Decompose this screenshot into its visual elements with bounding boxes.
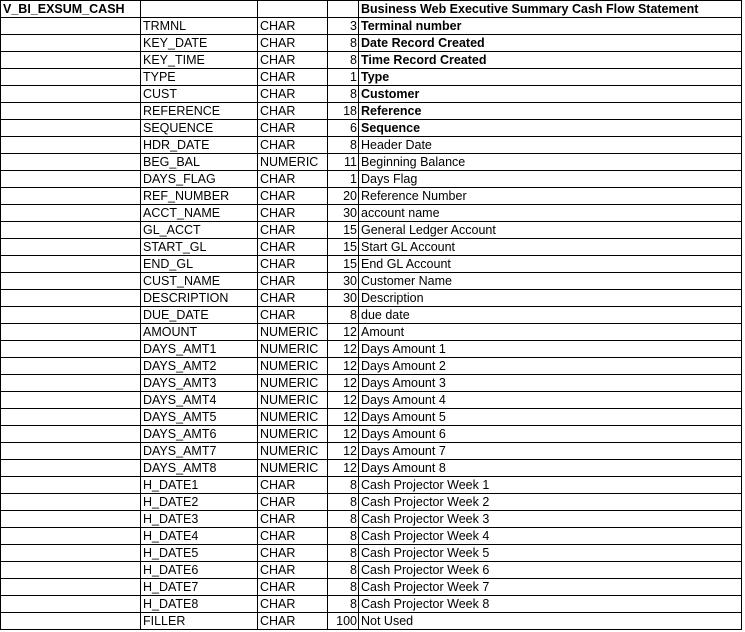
field-description-cell[interactable]: Days Amount 8 [359,460,742,477]
empty-cell[interactable] [141,1,258,18]
field-name-cell[interactable]: H_DATE7 [141,579,258,596]
field-type-cell[interactable]: CHAR [258,205,328,222]
view-column-cell[interactable] [1,222,141,239]
view-column-cell[interactable] [1,392,141,409]
view-column-cell[interactable] [1,154,141,171]
field-type-cell[interactable]: CHAR [258,562,328,579]
field-description-cell[interactable]: Days Amount 3 [359,375,742,392]
field-row [1,494,742,511]
view-column-cell[interactable] [1,52,141,69]
field-row [1,205,742,222]
field-type-cell[interactable]: CHAR [258,18,328,35]
field-name-cell[interactable]: CUST_NAME [141,273,258,290]
field-type-cell[interactable]: NUMERIC [258,358,328,375]
field-length-cell[interactable]: 6 [328,120,359,137]
field-type-cell[interactable]: CHAR [258,171,328,188]
field-description-cell[interactable]: Days Amount 5 [359,409,742,426]
field-row [1,137,742,154]
field-description-cell[interactable]: Time Record Created [359,52,742,69]
view-column-cell[interactable] [1,460,141,477]
view-column-cell[interactable] [1,324,141,341]
field-type-cell[interactable]: CHAR [258,528,328,545]
field-type-cell[interactable]: CHAR [258,69,328,86]
field-row [1,273,742,290]
field-description-cell[interactable]: Customer [359,86,742,103]
field-type-cell[interactable]: CHAR [258,579,328,596]
field-length-cell[interactable]: 8 [328,137,359,154]
view-column-cell[interactable] [1,528,141,545]
field-row [1,69,742,86]
field-name-cell[interactable]: H_DATE1 [141,477,258,494]
view-column-cell[interactable] [1,18,141,35]
field-row [1,324,742,341]
field-name-cell[interactable]: DAYS_AMT6 [141,426,258,443]
field-name-cell[interactable]: END_GL [141,256,258,273]
field-name-cell[interactable]: DAYS_AMT4 [141,392,258,409]
field-description-cell[interactable]: Days Amount 1 [359,341,742,358]
field-row [1,103,742,120]
field-description-cell[interactable]: Cash Projector Week 1 [359,477,742,494]
field-description-cell[interactable]: Days Amount 4 [359,392,742,409]
field-description-cell[interactable]: Cash Projector Week 7 [359,579,742,596]
field-row [1,562,742,579]
field-row [1,256,742,273]
field-type-cell[interactable]: NUMERIC [258,426,328,443]
field-name-cell[interactable]: TYPE [141,69,258,86]
field-length-cell[interactable]: 8 [328,35,359,52]
view-column-cell[interactable] [1,35,141,52]
view-column-cell[interactable] [1,494,141,511]
view-name-cell[interactable]: V_BI_EXSUM_CASH [1,1,141,18]
field-name-cell[interactable]: DAYS_FLAG [141,171,258,188]
field-length-cell[interactable]: 12 [328,443,359,460]
view-column-cell[interactable] [1,256,141,273]
field-description-cell[interactable]: Reference [359,103,742,120]
field-row [1,341,742,358]
field-description-cell[interactable]: due date [359,307,742,324]
field-name-cell[interactable]: H_DATE8 [141,596,258,613]
field-row [1,35,742,52]
field-name-cell[interactable]: DAYS_AMT5 [141,409,258,426]
field-length-cell[interactable]: 8 [328,528,359,545]
field-length-cell[interactable]: 15 [328,256,359,273]
field-name-cell[interactable]: H_DATE2 [141,494,258,511]
field-type-cell[interactable]: NUMERIC [258,375,328,392]
field-length-cell[interactable]: 8 [328,494,359,511]
view-column-cell[interactable] [1,477,141,494]
field-type-cell[interactable]: NUMERIC [258,460,328,477]
view-column-cell[interactable] [1,579,141,596]
field-name-cell[interactable]: TRMNL [141,18,258,35]
field-type-cell[interactable]: NUMERIC [258,443,328,460]
field-description-cell[interactable]: Days Amount 7 [359,443,742,460]
field-type-cell[interactable]: CHAR [258,477,328,494]
view-column-cell[interactable] [1,120,141,137]
field-length-cell[interactable]: 3 [328,18,359,35]
field-type-cell[interactable]: CHAR [258,103,328,120]
field-length-cell[interactable]: 12 [328,341,359,358]
field-row [1,511,742,528]
empty-cell[interactable] [328,1,359,18]
field-length-cell[interactable]: 12 [328,324,359,341]
field-description-cell[interactable]: Sequence [359,120,742,137]
view-column-cell[interactable] [1,562,141,579]
view-column-cell[interactable] [1,545,141,562]
field-description-cell[interactable]: Date Record Created [359,35,742,52]
field-type-cell[interactable]: CHAR [258,596,328,613]
view-column-cell[interactable] [1,103,141,120]
field-type-cell[interactable]: CHAR [258,222,328,239]
field-length-cell[interactable]: 12 [328,392,359,409]
field-name-cell[interactable]: H_DATE4 [141,528,258,545]
field-length-cell[interactable]: 30 [328,205,359,222]
field-length-cell[interactable]: 15 [328,239,359,256]
field-name-cell[interactable]: DAYS_AMT2 [141,358,258,375]
field-description-cell[interactable]: Cash Projector Week 2 [359,494,742,511]
view-column-cell[interactable] [1,171,141,188]
field-row [1,222,742,239]
view-column-cell[interactable] [1,307,141,324]
field-name-cell[interactable]: CUST [141,86,258,103]
field-row [1,52,742,69]
field-description-cell[interactable]: Amount [359,324,742,341]
field-length-cell[interactable]: 11 [328,154,359,171]
field-row [1,426,742,443]
field-description-cell[interactable]: account name [359,205,742,222]
field-name-cell[interactable]: REF_NUMBER [141,188,258,205]
field-name-cell[interactable]: HDR_DATE [141,137,258,154]
field-length-cell[interactable]: 12 [328,460,359,477]
view-column-cell[interactable] [1,511,141,528]
field-type-cell[interactable]: CHAR [258,188,328,205]
field-row [1,596,742,613]
field-length-cell[interactable]: 8 [328,307,359,324]
field-name-cell[interactable]: DAYS_AMT7 [141,443,258,460]
field-length-cell[interactable]: 8 [328,545,359,562]
view-column-cell[interactable] [1,375,141,392]
field-length-cell[interactable]: 1 [328,171,359,188]
field-description-cell[interactable]: Days Amount 2 [359,358,742,375]
field-type-cell[interactable]: CHAR [258,120,328,137]
field-row [1,409,742,426]
view-title-cell[interactable]: Business Web Executive Summary Cash Flow Statement [359,1,742,18]
field-name-cell[interactable]: FILLER [141,613,258,630]
field-row [1,375,742,392]
field-length-cell[interactable]: 8 [328,477,359,494]
field-description-cell[interactable]: Cash Projector Week 3 [359,511,742,528]
field-name-cell[interactable]: BEG_BAL [141,154,258,171]
field-row [1,443,742,460]
field-length-cell[interactable]: 8 [328,562,359,579]
view-column-cell[interactable] [1,596,141,613]
field-length-cell[interactable]: 30 [328,290,359,307]
field-type-cell[interactable]: CHAR [258,86,328,103]
field-description-cell[interactable]: Header Date [359,137,742,154]
field-length-cell[interactable]: 18 [328,103,359,120]
view-column-cell[interactable] [1,426,141,443]
field-type-cell[interactable]: CHAR [258,137,328,154]
view-column-cell[interactable] [1,341,141,358]
field-name-cell[interactable]: GL_ACCT [141,222,258,239]
field-description-cell[interactable]: Days Flag [359,171,742,188]
field-row [1,477,742,494]
field-name-cell[interactable]: SEQUENCE [141,120,258,137]
field-length-cell[interactable]: 8 [328,511,359,528]
field-name-cell[interactable]: DAYS_AMT3 [141,375,258,392]
field-description-cell[interactable]: Cash Projector Week 8 [359,596,742,613]
field-description-cell[interactable]: Cash Projector Week 4 [359,528,742,545]
view-column-cell[interactable] [1,443,141,460]
field-length-cell[interactable]: 12 [328,375,359,392]
field-name-cell[interactable]: H_DATE6 [141,562,258,579]
field-row [1,120,742,137]
field-name-cell[interactable]: START_GL [141,239,258,256]
field-length-cell[interactable]: 8 [328,596,359,613]
view-column-cell[interactable] [1,205,141,222]
view-column-cell[interactable] [1,273,141,290]
field-row [1,290,742,307]
view-column-cell[interactable] [1,239,141,256]
field-description-cell[interactable]: Beginning Balance [359,154,742,171]
view-column-cell[interactable] [1,409,141,426]
field-name-cell[interactable]: REFERENCE [141,103,258,120]
view-column-cell[interactable] [1,137,141,154]
field-length-cell[interactable]: 30 [328,273,359,290]
table-body [1,1,742,630]
view-column-cell[interactable] [1,188,141,205]
field-type-cell[interactable]: CHAR [258,307,328,324]
field-type-cell[interactable]: NUMERIC [258,392,328,409]
field-row [1,358,742,375]
view-column-cell[interactable] [1,613,141,630]
field-row [1,392,742,409]
field-name-cell[interactable]: AMOUNT [141,324,258,341]
field-length-cell[interactable]: 15 [328,222,359,239]
field-type-cell[interactable]: CHAR [258,52,328,69]
field-length-cell[interactable]: 8 [328,86,359,103]
field-row [1,528,742,545]
field-row [1,613,742,630]
field-description-cell[interactable]: Days Amount 6 [359,426,742,443]
field-type-cell[interactable]: CHAR [258,494,328,511]
field-type-cell[interactable]: NUMERIC [258,341,328,358]
field-type-cell[interactable]: CHAR [258,545,328,562]
field-description-cell[interactable]: Terminal number [359,18,742,35]
field-length-cell[interactable]: 12 [328,426,359,443]
field-type-cell[interactable]: NUMERIC [258,324,328,341]
field-row [1,171,742,188]
field-type-cell[interactable]: CHAR [258,511,328,528]
field-row [1,154,742,171]
field-type-cell[interactable]: CHAR [258,239,328,256]
field-description-cell[interactable]: Type [359,69,742,86]
field-name-cell[interactable]: KEY_TIME [141,52,258,69]
field-row [1,188,742,205]
field-type-cell[interactable]: NUMERIC [258,409,328,426]
title-row [1,1,742,18]
field-type-cell[interactable]: CHAR [258,290,328,307]
field-name-cell[interactable]: DAYS_AMT1 [141,341,258,358]
view-column-cell[interactable] [1,358,141,375]
field-description-cell[interactable]: Customer Name [359,273,742,290]
field-length-cell[interactable]: 20 [328,188,359,205]
field-description-cell[interactable]: Not Used [359,613,742,630]
field-name-cell[interactable]: DUE_DATE [141,307,258,324]
view-column-cell[interactable] [1,86,141,103]
field-row [1,18,742,35]
field-description-cell[interactable]: End GL Account [359,256,742,273]
field-length-cell[interactable]: 1 [328,69,359,86]
field-length-cell[interactable]: 12 [328,358,359,375]
field-name-cell[interactable]: H_DATE5 [141,545,258,562]
field-name-cell[interactable]: DESCRIPTION [141,290,258,307]
field-row [1,545,742,562]
field-description-cell[interactable]: Start GL Account [359,239,742,256]
field-description-cell[interactable]: Cash Projector Week 6 [359,562,742,579]
field-length-cell[interactable]: 100 [328,613,359,630]
field-description-cell[interactable]: Description [359,290,742,307]
field-type-cell[interactable]: CHAR [258,35,328,52]
field-length-cell[interactable]: 8 [328,579,359,596]
field-name-cell[interactable]: KEY_DATE [141,35,258,52]
field-row [1,307,742,324]
field-row [1,460,742,477]
field-type-cell[interactable]: CHAR [258,256,328,273]
field-type-cell[interactable]: NUMERIC [258,154,328,171]
field-description-cell[interactable]: General Ledger Account [359,222,742,239]
field-length-cell[interactable]: 8 [328,52,359,69]
field-description-cell[interactable]: Cash Projector Week 5 [359,545,742,562]
field-type-cell[interactable]: CHAR [258,613,328,630]
field-name-cell[interactable]: ACCT_NAME [141,205,258,222]
empty-cell[interactable] [258,1,328,18]
field-type-cell[interactable]: CHAR [258,273,328,290]
view-column-cell[interactable] [1,290,141,307]
field-row [1,579,742,596]
field-name-cell[interactable]: H_DATE3 [141,511,258,528]
field-length-cell[interactable]: 12 [328,409,359,426]
view-column-cell[interactable] [1,69,141,86]
field-row [1,239,742,256]
field-row [1,86,742,103]
field-name-cell[interactable]: DAYS_AMT8 [141,460,258,477]
field-description-cell[interactable]: Reference Number [359,188,742,205]
